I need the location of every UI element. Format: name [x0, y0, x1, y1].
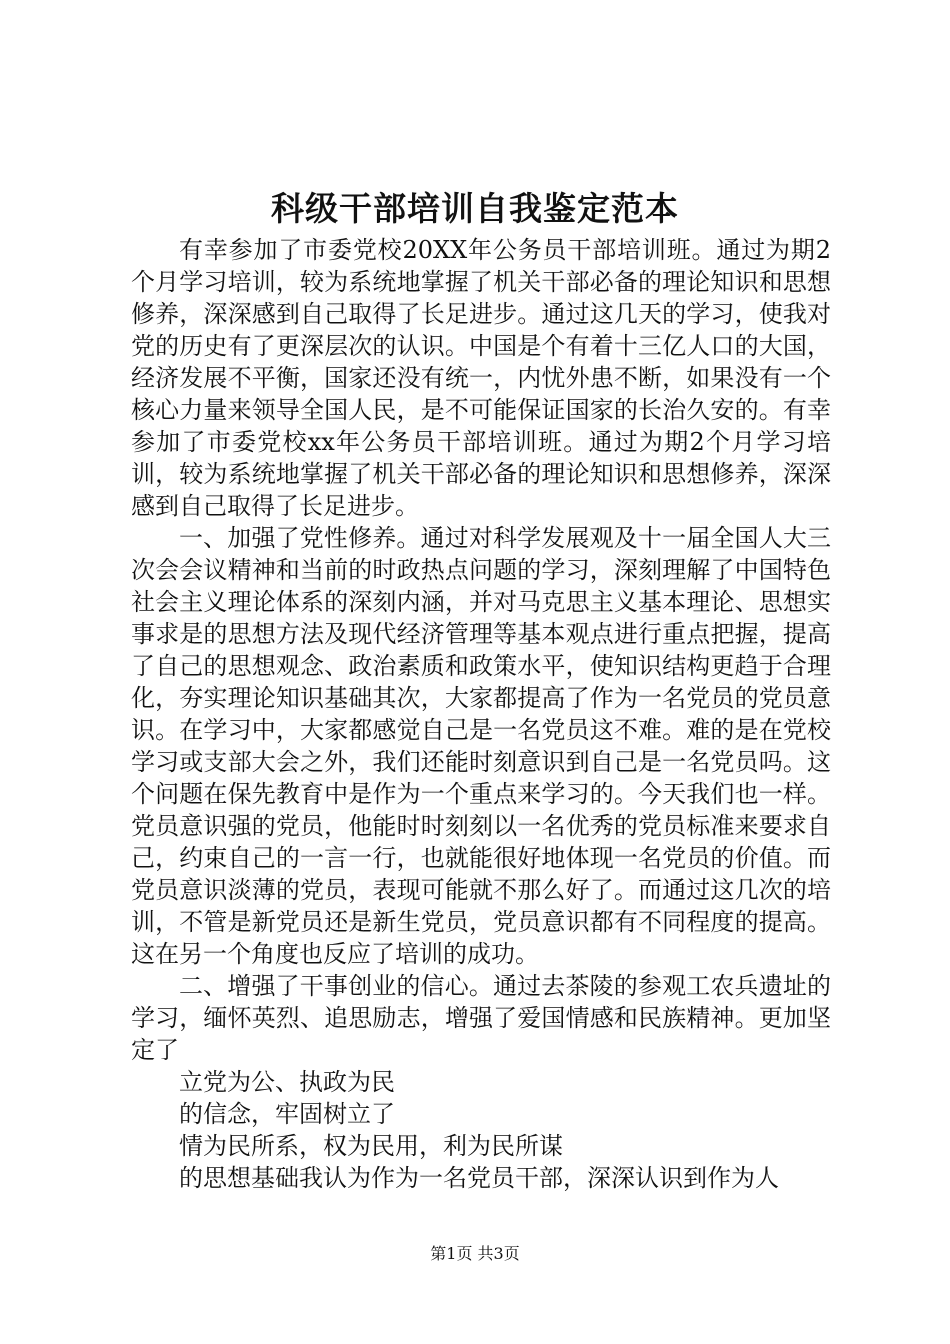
paragraph-intro: 有幸参加了市委党校20XX年公务员干部培训班。通过为期2个月学习培训，较为系统地掌握了机关干部必备的理论知识和思想修养，深深感到自己取得了长足进步。通过这几天的学习，使我对党的历史有了更深层次的认识。中国是个有着十三亿人口的大国，经济发展不平衡，国家还没有统一，内忧外患不断，如果没有一个核心力量来领导全国人民，是不可能保证国家的长治久安的。有幸参加了市委党校xx年公务员干部培训班。通过为期2个月学习培训，较为系统地掌握了机关干部必备的理论知识和思想修养，深深感到自己取得了长足进步。 — [131, 236, 831, 520]
text-line: 立党为公、执政为民 — [179, 1068, 395, 1096]
document-body — [131, 234, 831, 1194]
text-line: 情为民所系，权为民用，利为民所谋 — [179, 1132, 563, 1160]
text-line: 的思想基础我认为作为一名党员干部，深深认识到作为人 — [179, 1164, 779, 1192]
paragraph-party-spirit: 一、加强了党性修养。通过对科学发展观及十一届全国人大三次会会议精神和当前的时政热点问题的学习，深刻理解了中国特色社会主义理论体系的深刻内涵，并对马克思主义基本理论、思想实事求是的思想方法及现代经济管理等基本观点进行重点把握，提高了自己的思想观念、政治素质和政策水平，使知识结构更趋于合理化，夯实理论知识基础其次，大家都提高了作为一名党员的党员意识。在学习中，大家都感觉自己是一名党员这不难。难的是在党校学习或支部大会之外，我们还能时刻意识到自己是一名党员吗。这个问题在保先教育中是作为一个重点来学习的。今天我们也一样。党员意识强的党员，他能时时刻刻以一名优秀的党员标准来要求自己，约束自己的一言一行，也就能很好地体现一名党员的价值。而党员意识淡薄的党员，表现可能就不那么好了。而通过这几次的培训，不管是新党员还是新生党员，党员意识都有不同程度的提高。这在另一个角度也反应了培训的成功。 — [131, 524, 831, 968]
document-title: 科级干部培训自我鉴定范本 — [271, 189, 679, 228]
page-number-footer: 第1页 共3页 — [430, 1244, 520, 1263]
paragraph-confidence: 二、增强了干事创业的信心。通过去茶陵的参观工农兵遗址的学习，缅怀英烈、追思励志，增强了爱国情感和民族精神。更加坚定了 — [131, 972, 831, 1064]
text-line: 的信念，牢固树立了 — [179, 1100, 395, 1128]
